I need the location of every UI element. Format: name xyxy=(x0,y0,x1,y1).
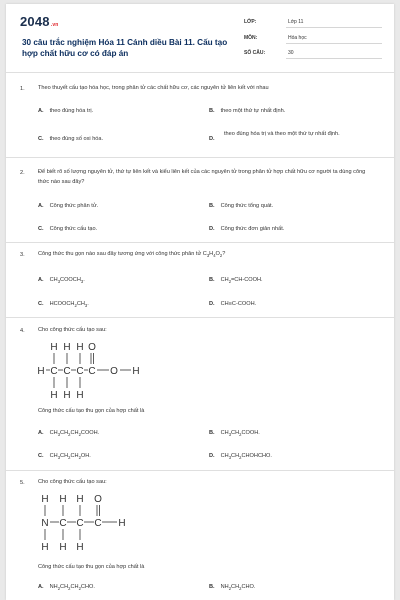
question-count-value: 30 xyxy=(288,50,294,56)
option-letter: A. xyxy=(38,108,44,114)
svg-text:H: H xyxy=(118,518,126,529)
site-logo[interactable] xyxy=(20,14,59,29)
svg-text:H: H xyxy=(59,542,67,553)
option-letter: B. xyxy=(209,277,215,283)
svg-text:H: H xyxy=(76,342,84,353)
option-b[interactable] xyxy=(209,583,255,593)
question-number: 1. xyxy=(20,86,25,92)
question-text: Công thức thu gọn nào sau đây tương ứng với công thức phân tử $C_3H_4O_2$? xyxy=(38,251,226,259)
document-page xyxy=(6,4,394,600)
structural-formula-q5 xyxy=(34,488,174,554)
svg-text:C: C xyxy=(76,518,84,529)
grade-value: Lớp 11 xyxy=(288,19,304,25)
svg-text:O: O xyxy=(88,342,96,353)
option-text: theo đúng hóa trị. xyxy=(49,108,94,114)
structural-formula-q4 xyxy=(34,336,194,402)
svg-text:H: H xyxy=(37,366,45,377)
option-a[interactable] xyxy=(38,429,99,439)
option-text: theo một thứ tự nhất định. xyxy=(220,108,286,114)
svg-text:C: C xyxy=(76,366,84,377)
option-text: Công thức tổng quát. xyxy=(220,203,274,209)
svg-text:H: H xyxy=(76,390,84,401)
subject-value: Hóa học xyxy=(288,35,307,41)
option-c[interactable] xyxy=(38,135,103,143)
question-text: Theo thuyết cấu tạo hóa học, trong phân tử các chất hữu cơ, các nguyên tử liên kết với nhau xyxy=(38,85,269,91)
question-prompt: Công thức cấu tạo thu gọn của hợp chất là xyxy=(38,408,145,414)
svg-text:O: O xyxy=(110,366,118,377)
option-letter: A. xyxy=(38,430,44,436)
option-b[interactable] xyxy=(209,276,263,286)
option-letter: B. xyxy=(209,203,215,209)
svg-text:H: H xyxy=(59,494,67,505)
option-d[interactable] xyxy=(209,135,221,143)
svg-text:H: H xyxy=(76,542,84,553)
question-number: 3. xyxy=(20,252,25,258)
question-text: Để biết rõ số lượng nguyên tử, thứ tự liên kết và kiểu liên kết của các nguyên tử trong phân tử hợp chất hữu cơ người ta dùng công thức nào sau đây? xyxy=(38,169,366,185)
option-d[interactable] xyxy=(209,225,284,233)
option-text: Công thức cấu tạo. xyxy=(49,226,98,232)
option-a[interactable] xyxy=(38,202,98,210)
option-text: $HCOOCH_2CH_3$. xyxy=(49,301,89,309)
document-title: 30 câu trắc nghiệm Hóa 11 Cánh diều Bài 11. Cấu tạo hợp chất hữu cơ có đáp án xyxy=(22,38,228,58)
option-c[interactable] xyxy=(38,452,91,462)
question-divider xyxy=(6,157,394,158)
svg-text:H: H xyxy=(132,366,140,377)
option-letter: C. xyxy=(38,301,44,307)
svg-text:H: H xyxy=(41,494,49,505)
logo-suffix: .vn xyxy=(50,22,59,28)
option-letter: B. xyxy=(209,584,215,590)
svg-text:H: H xyxy=(76,494,84,505)
option-text: $NH_2CH_2CHO$. xyxy=(220,584,256,592)
option-c[interactable] xyxy=(38,300,89,310)
option-letter: D. xyxy=(209,226,215,232)
option-text: $CH_3COOCH_3$. xyxy=(49,277,85,285)
svg-text:C: C xyxy=(94,518,102,529)
svg-text:H: H xyxy=(41,542,49,553)
svg-text:H: H xyxy=(50,390,58,401)
option-text: $CH_3CH_2COOH$. xyxy=(220,430,260,438)
question-text: Cho công thức cấu tạo sau: xyxy=(38,327,107,333)
divider xyxy=(286,27,382,28)
option-a[interactable] xyxy=(38,107,93,115)
option-text: $NH_2CH_2CH_2CHO$. xyxy=(49,584,95,592)
option-letter: C. xyxy=(38,136,44,142)
svg-text:H: H xyxy=(63,342,71,353)
svg-text:C: C xyxy=(63,366,71,377)
grade-label: LỚP: xyxy=(244,19,257,25)
option-a[interactable] xyxy=(38,276,85,286)
option-letter: A. xyxy=(38,584,44,590)
svg-text:N: N xyxy=(41,518,49,529)
svg-text:H: H xyxy=(50,342,58,353)
svg-text:H: H xyxy=(63,390,71,401)
option-b[interactable] xyxy=(209,202,273,210)
option-letter: B. xyxy=(209,108,215,114)
option-letter: C. xyxy=(38,453,44,459)
svg-text:O: O xyxy=(94,494,102,505)
question-count-label: SỐ CÂU: xyxy=(244,50,266,56)
option-text: $CH_3CH_2CH_2OH$. xyxy=(49,453,91,461)
header-divider xyxy=(6,72,394,73)
svg-text:C: C xyxy=(50,366,58,377)
option-text: $CH_3CH_2CHOHCHO$. xyxy=(220,453,272,461)
option-c[interactable] xyxy=(38,225,97,233)
option-b[interactable] xyxy=(209,107,285,115)
option-letter: D. xyxy=(209,453,215,459)
option-letter: A. xyxy=(38,203,44,209)
option-text: CH≡C-COOH. xyxy=(220,301,257,307)
option-d[interactable] xyxy=(209,452,272,462)
option-d[interactable] xyxy=(209,300,256,308)
option-text: Công thức phân tử. xyxy=(49,203,99,209)
option-letter: D. xyxy=(209,136,215,142)
question-divider xyxy=(6,242,394,243)
divider xyxy=(286,43,382,44)
option-letter: B. xyxy=(209,430,215,436)
question-divider xyxy=(6,470,394,471)
option-text: $CH_3CH_2CH_2COOH$. xyxy=(49,430,100,438)
question-number: 5. xyxy=(20,480,25,486)
option-letter: C. xyxy=(38,226,44,232)
question-prompt: Công thức cấu tạo thu gọn của hợp chất là xyxy=(38,564,145,570)
option-text: $CH_2=CH$-COOH. xyxy=(220,277,263,285)
option-letter: D. xyxy=(209,301,215,307)
svg-text:C: C xyxy=(88,366,96,377)
option-text: Công thức đơn giản nhất. xyxy=(220,226,285,232)
option-a[interactable] xyxy=(38,583,95,593)
option-letter: A. xyxy=(38,277,44,283)
option-b[interactable] xyxy=(209,429,260,439)
question-number: 4. xyxy=(20,328,25,334)
svg-text:C: C xyxy=(59,518,67,529)
subject-label: MÔN: xyxy=(244,35,258,41)
logo-text: 2048 xyxy=(20,14,50,29)
question-divider xyxy=(6,317,394,318)
divider xyxy=(286,58,382,59)
question-text: Cho công thức cấu tạo sau: xyxy=(38,479,107,485)
option-text: theo đúng hóa trị và theo một thứ tự nhất định. xyxy=(224,131,340,137)
question-number: 2. xyxy=(20,170,25,176)
option-text: theo đúng số oxi hóa. xyxy=(49,136,104,142)
